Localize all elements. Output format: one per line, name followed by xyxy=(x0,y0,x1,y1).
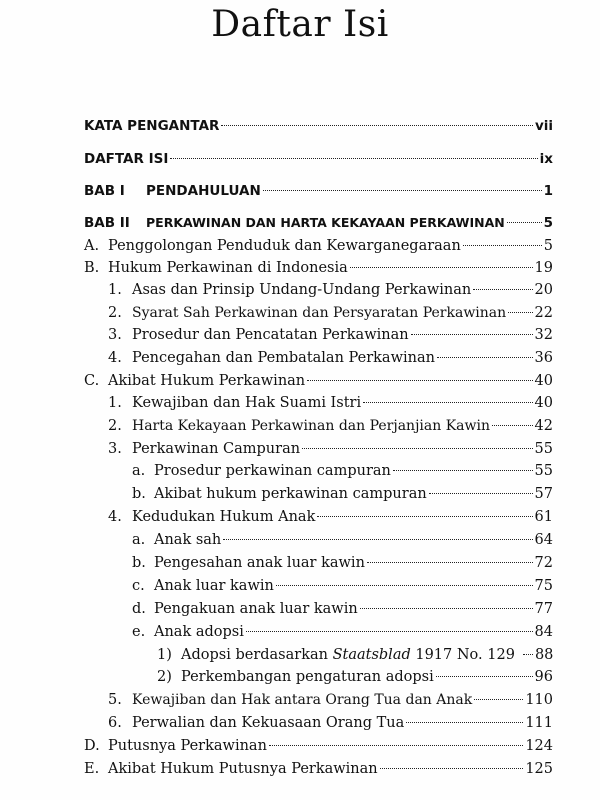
dot-leader xyxy=(463,245,542,246)
toc-entry-page: 5 xyxy=(543,238,553,254)
toc-entry-label: Putusnya Perkawinan xyxy=(108,738,267,754)
toc-entry-label: DAFTAR ISI xyxy=(84,151,169,167)
toc-entry-label: Harta Kekayaan Perkawinan dan Perjanjian Kawin xyxy=(132,418,490,434)
toc-entry-marker: d. xyxy=(132,601,146,617)
toc-entry-label: PERKAWINAN DAN HARTA KEKAYAAN PERKAWINAN xyxy=(146,215,505,230)
toc-entry-label: Anak luar kawin xyxy=(154,578,274,594)
toc-entry-c-4[interactable] xyxy=(108,509,553,531)
dot-leader xyxy=(221,125,533,126)
toc-entry-label xyxy=(181,647,515,663)
toc-entry-page: ix xyxy=(539,151,553,167)
toc-entry-kata-pengantar[interactable] xyxy=(84,118,553,140)
toc-entry-marker: 3. xyxy=(108,441,122,457)
dot-leader xyxy=(473,289,532,290)
toc-entry-marker: a. xyxy=(132,532,146,548)
toc-entry-marker: A. xyxy=(84,238,100,254)
toc-entry-c-4-e-2[interactable] xyxy=(157,669,553,691)
toc-entry-marker: 2. xyxy=(108,305,122,321)
label-text: Adopsi berdasarkan xyxy=(181,647,333,663)
toc-entry-page: 61 xyxy=(534,509,553,525)
toc-entry-c-3[interactable] xyxy=(108,441,553,463)
toc-entry-page: 40 xyxy=(534,373,553,389)
dot-leader xyxy=(429,493,533,494)
page-title xyxy=(0,4,600,45)
dot-leader xyxy=(393,470,533,471)
toc-entry-page: 20 xyxy=(534,282,553,298)
toc-entry-b-1[interactable] xyxy=(108,282,553,304)
toc-entry-c-4-e-1[interactable] xyxy=(157,647,553,669)
toc-entry-page: 72 xyxy=(534,555,553,571)
label-italic-text: Staatsblad xyxy=(332,647,411,663)
toc-entry-page: 55 xyxy=(534,441,553,457)
toc-entry-marker: b. xyxy=(132,486,146,502)
dot-leader xyxy=(406,722,523,723)
toc-entry-marker: 1. xyxy=(108,395,122,411)
toc-entry-page: 22 xyxy=(534,305,553,321)
dot-leader xyxy=(367,562,533,563)
toc-entry-c-4-e[interactable] xyxy=(132,624,553,646)
dot-leader xyxy=(317,516,532,517)
toc-entry-page: 42 xyxy=(534,418,553,434)
toc-entry-label: KATA PENGANTAR xyxy=(84,118,220,134)
toc-entry-page: 125 xyxy=(525,761,553,777)
dot-leader xyxy=(492,425,533,426)
toc-entry-page: 55 xyxy=(534,463,553,479)
toc-entry-section-e[interactable] xyxy=(84,761,553,783)
dot-leader xyxy=(380,768,524,769)
toc-entry-marker: 1. xyxy=(108,282,122,298)
toc-entry-label: Kedudukan Hukum Anak xyxy=(132,509,316,525)
toc-entry-marker: 1) xyxy=(157,647,172,663)
toc-entry-page: 77 xyxy=(534,601,553,617)
dot-leader xyxy=(507,222,542,223)
toc-entry-page: 40 xyxy=(534,395,553,411)
dot-leader xyxy=(363,402,532,403)
toc-entry-c-1[interactable] xyxy=(108,395,553,417)
toc-entry-label: Hukum Perkawinan di Indonesia xyxy=(108,260,348,276)
toc-entry-label: Perkembangan pengaturan adopsi xyxy=(181,669,434,685)
dot-leader xyxy=(170,158,537,159)
toc-entry-label: Prosedur dan Pencatatan Perkawinan xyxy=(132,327,409,343)
dot-leader xyxy=(302,448,532,449)
dot-leader xyxy=(307,380,532,381)
toc-entry-page: 110 xyxy=(525,692,553,708)
toc-entry-page: 5 xyxy=(543,215,553,231)
toc-entry-bab-1[interactable] xyxy=(84,183,553,205)
toc-entry-marker: 2. xyxy=(108,418,122,434)
toc-entry-label: Pengesahan anak luar kawin xyxy=(154,555,365,571)
toc-entry-section-c[interactable] xyxy=(84,373,553,395)
toc-entry-page: 36 xyxy=(534,350,553,366)
toc-entry-page: 96 xyxy=(534,669,553,685)
dot-leader xyxy=(508,312,532,313)
toc-entry-label: Perwalian dan Kekuasaan Orang Tua xyxy=(132,715,405,731)
toc-entry-c-3-b[interactable] xyxy=(132,486,553,508)
toc-entry-page: 19 xyxy=(534,260,553,276)
toc-entry-label: Syarat Sah Perkawinan dan Persyaratan Perkawinan xyxy=(132,305,507,321)
toc-entry-label: PENDAHULUAN xyxy=(146,183,261,199)
toc-entry-label: Kewajiban dan Hak Suami Istri xyxy=(132,395,362,411)
label-text: 1917 No. 129 xyxy=(410,647,515,663)
toc-entry-label: Asas dan Prinsip Undang-Undang Perkawinan xyxy=(132,282,472,298)
toc-entry-marker: 5. xyxy=(108,692,122,708)
toc-entry-label: Prosedur perkawinan campuran xyxy=(154,463,391,479)
dot-leader xyxy=(437,357,533,358)
toc-entry-page: 88 xyxy=(534,647,554,663)
toc-entry-page: 75 xyxy=(534,578,553,594)
toc-entry-page: vii xyxy=(534,118,553,134)
dot-leader xyxy=(223,539,532,540)
dot-leader xyxy=(411,334,533,335)
toc-entry-label: Anak adopsi xyxy=(154,624,244,640)
toc-entry-section-d[interactable] xyxy=(84,738,553,760)
toc-entry-c-5[interactable] xyxy=(108,692,553,714)
toc-entry-marker: E. xyxy=(84,761,100,777)
toc-entry-section-b[interactable] xyxy=(84,260,553,282)
dot-leader xyxy=(360,608,533,609)
toc-entry-marker: 6. xyxy=(108,715,122,731)
toc-entry-label: Akibat Hukum Perkawinan xyxy=(108,373,306,389)
toc-entry-label: Anak sah xyxy=(154,532,222,548)
toc-entry-label: Pencegahan dan Pembatalan Perkawinan xyxy=(132,350,435,366)
toc-entry-c-4-a[interactable] xyxy=(132,532,553,554)
toc-entry-marker: 3. xyxy=(108,327,122,343)
toc-entry-c-4-b[interactable] xyxy=(132,555,553,577)
toc-entry-marker: BAB I xyxy=(84,183,125,199)
toc-entry-marker: C. xyxy=(84,373,100,389)
toc-entry-page: 84 xyxy=(534,624,553,640)
dot-leader xyxy=(246,631,533,632)
toc-entry-marker: b. xyxy=(132,555,146,571)
toc-entry-page: 1 xyxy=(543,183,553,199)
toc-entry-c-3-a[interactable] xyxy=(132,463,553,485)
toc-entry-page: 124 xyxy=(525,738,553,754)
toc-entry-marker: 4. xyxy=(108,509,122,525)
toc-entry-b-4[interactable] xyxy=(108,350,553,372)
toc-entry-c-4-d[interactable] xyxy=(132,601,553,623)
toc-entry-c-6[interactable] xyxy=(108,715,553,737)
dot-leader xyxy=(436,676,533,677)
toc-entry-label: Akibat Hukum Putusnya Perkawinan xyxy=(108,761,378,777)
toc-entry-b-3[interactable] xyxy=(108,327,553,349)
toc-entry-section-a[interactable] xyxy=(84,238,553,260)
toc-entry-c-4-c[interactable] xyxy=(132,578,553,600)
toc-entry-label: Perkawinan Campuran xyxy=(132,441,301,457)
toc-entry-bab-2[interactable] xyxy=(84,215,553,237)
toc-entry-c-2[interactable] xyxy=(108,418,553,440)
dot-leader xyxy=(276,585,533,586)
toc-entry-marker: 2) xyxy=(157,669,172,685)
toc-entry-label: Kewajiban dan Hak antara Orang Tua dan Anak xyxy=(132,692,473,708)
dot-leader xyxy=(474,699,523,700)
toc-entry-daftar-isi[interactable] xyxy=(84,151,553,173)
toc-entry-marker: 4. xyxy=(108,350,122,366)
toc-entry-page: 32 xyxy=(534,327,553,343)
toc-entry-marker: D. xyxy=(84,738,100,754)
toc-entry-label: Penggolongan Penduduk dan Kewarganegaraan xyxy=(108,238,461,254)
toc-entry-page: 111 xyxy=(525,715,553,731)
toc-entry-page: 64 xyxy=(534,532,553,548)
dot-leader xyxy=(269,745,523,746)
toc-entry-marker: a. xyxy=(132,463,146,479)
toc-entry-marker: BAB II xyxy=(84,215,130,231)
dot-leader xyxy=(523,654,533,655)
toc-entry-label: Pengakuan anak luar kawin xyxy=(154,601,358,617)
dot-leader xyxy=(350,267,533,268)
toc-entry-marker: B. xyxy=(84,260,100,276)
toc-entry-b-2[interactable] xyxy=(108,305,553,327)
dot-leader xyxy=(263,190,542,191)
toc-entry-marker: e. xyxy=(132,624,146,640)
toc-entry-page: 57 xyxy=(534,486,553,502)
toc-entry-label: Akibat hukum perkawinan campuran xyxy=(154,486,427,502)
page-title-text: Daftar Isi xyxy=(211,4,389,45)
toc-entry-marker: c. xyxy=(132,578,145,594)
